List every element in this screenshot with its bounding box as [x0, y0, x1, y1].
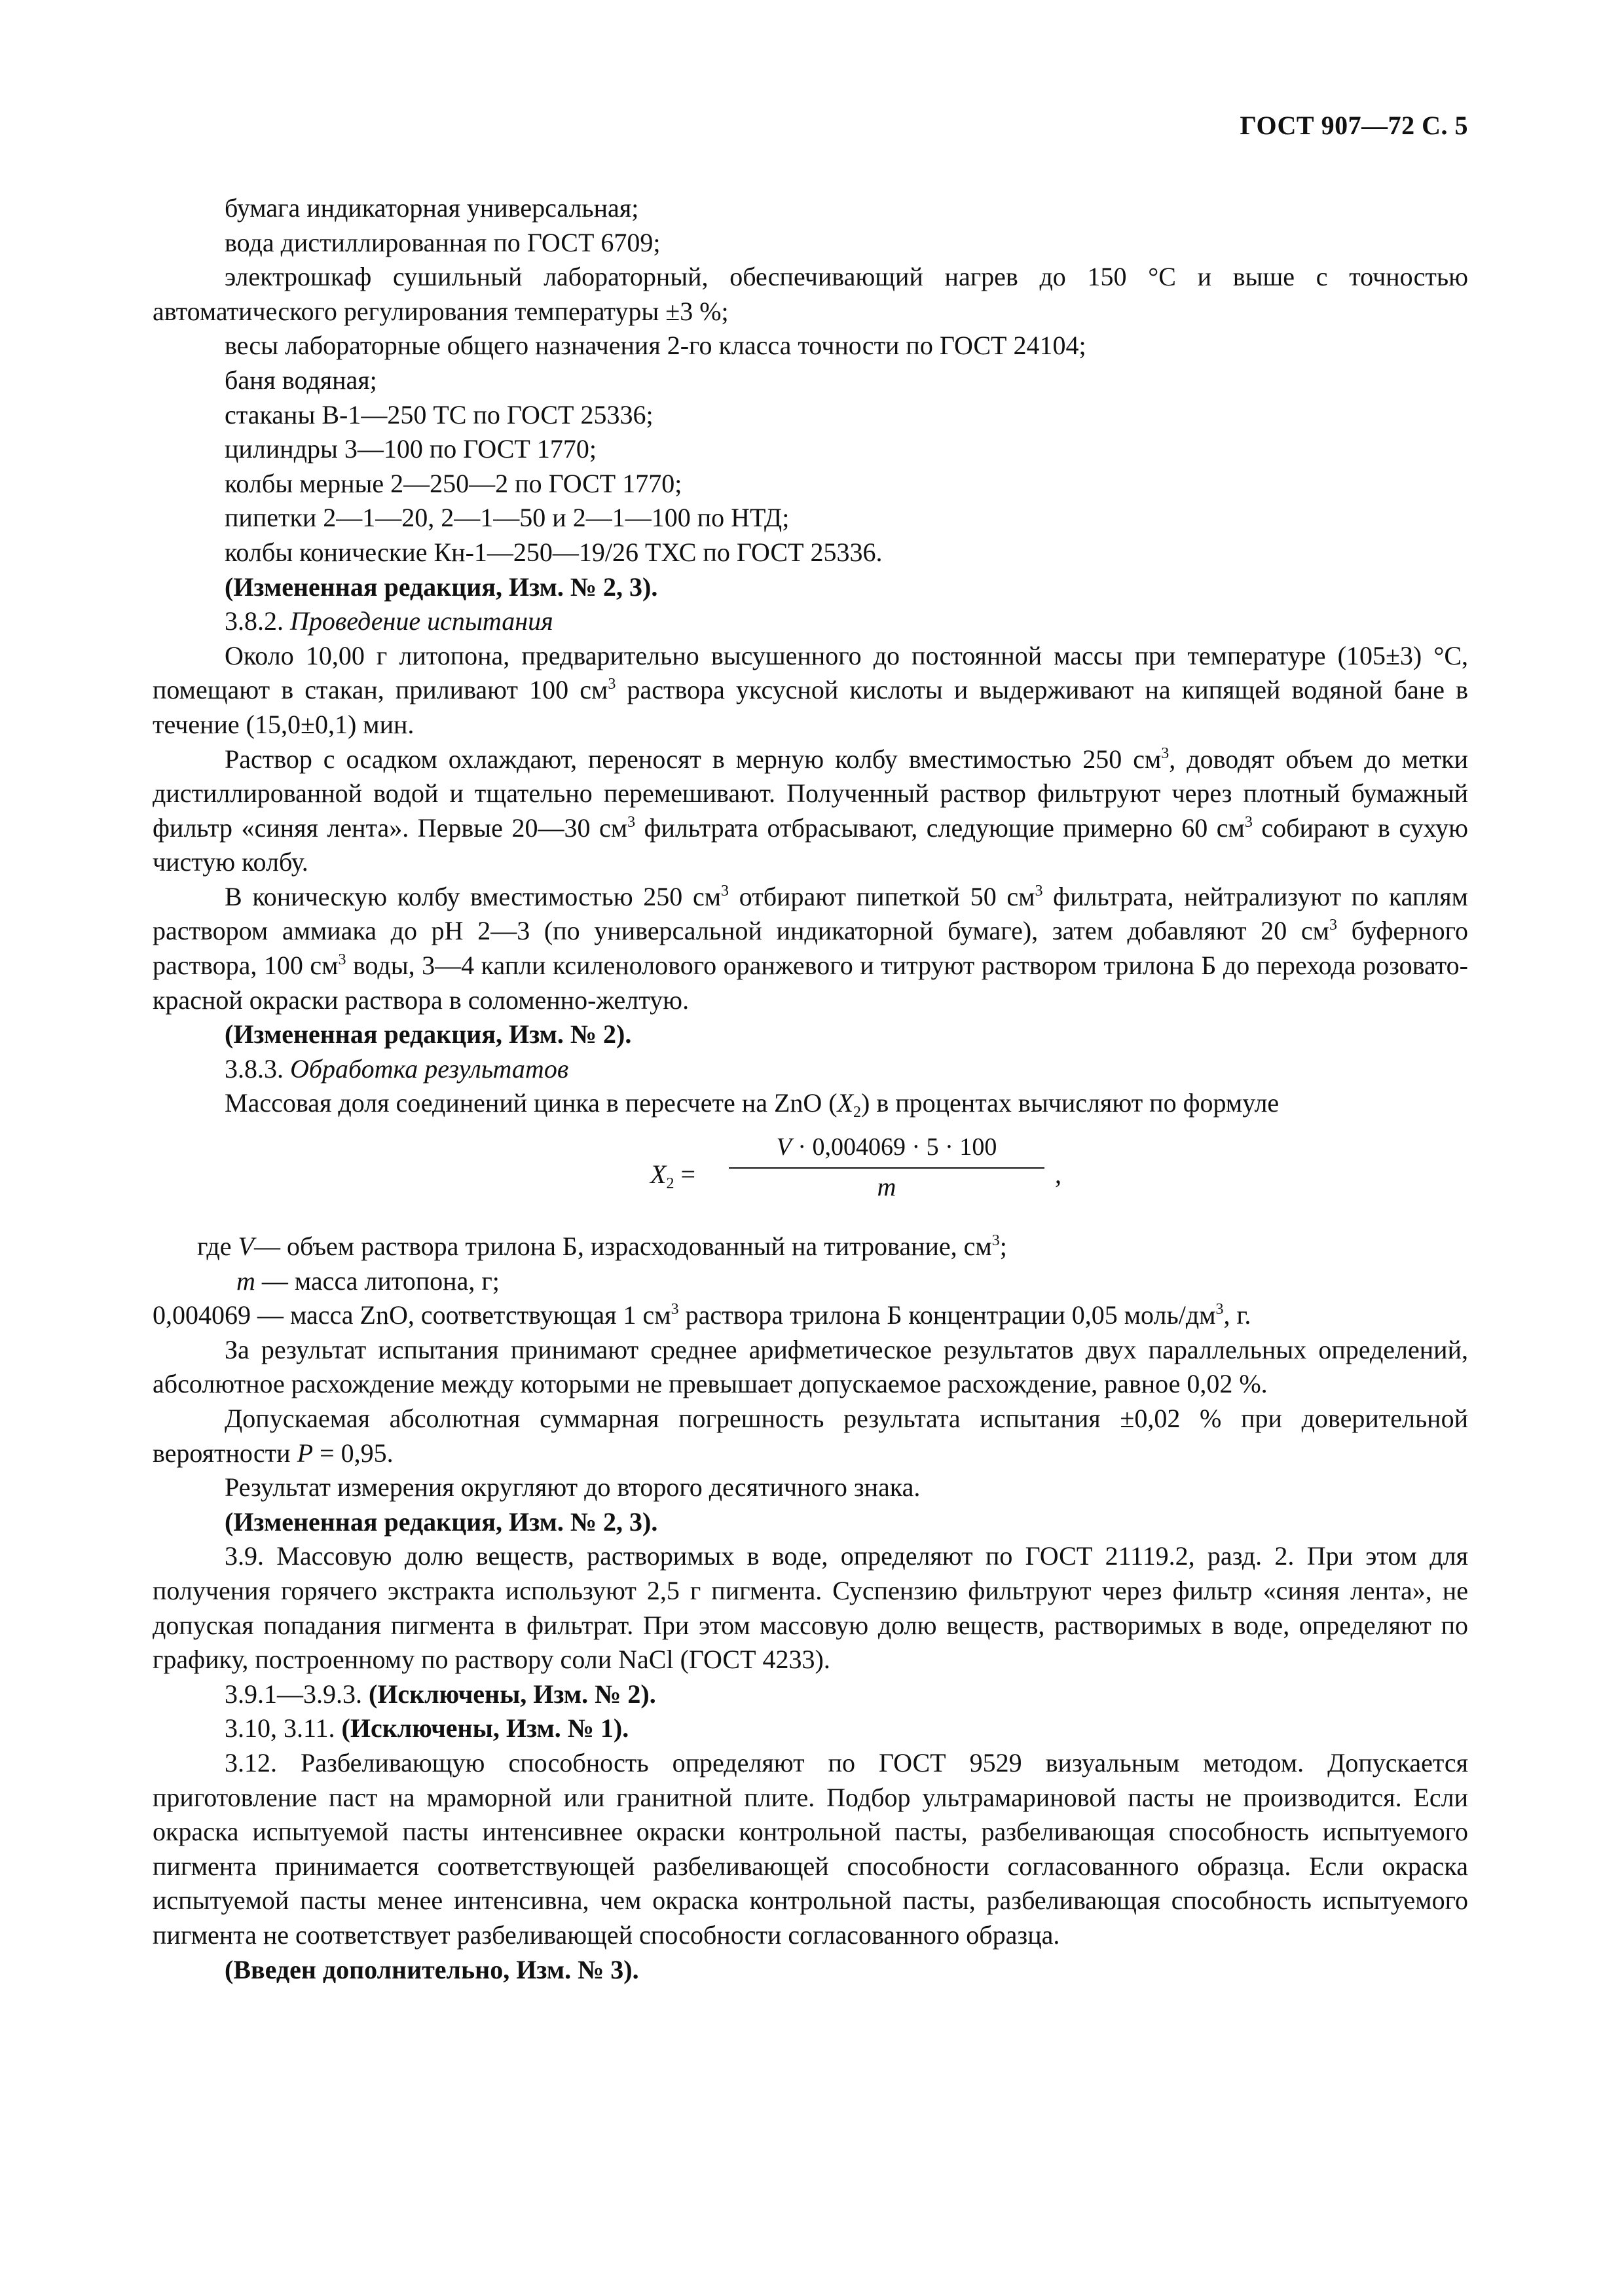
text-span: буферного раствора, 100 см — [153, 916, 1468, 981]
superscript: 3 — [1161, 744, 1170, 762]
section-number: 3.10, 3.11. — [225, 1713, 342, 1743]
text-span: собирают в сухую чистую колбу. — [153, 812, 1469, 877]
text-span: · 0,004069 · 5 · 100 — [791, 1133, 997, 1161]
subscript: 2 — [666, 1175, 674, 1193]
list-item: бумага индикаторная универсальная; — [225, 193, 639, 223]
section-heading-3-8-3 — [153, 1052, 1468, 1087]
formula-comma: , — [1055, 1159, 1061, 1190]
formula-lhs — [650, 1157, 695, 1192]
amendment-note: (Исключены, Изм. № 1). — [341, 1713, 629, 1743]
equals-sign: = — [674, 1159, 695, 1190]
text-span: — масса литопона, г; — [255, 1266, 500, 1296]
list-item: колбы мерные 2—250—2 по ГОСТ 1770; — [225, 468, 682, 498]
formula — [153, 1130, 1468, 1216]
variable: P — [297, 1438, 314, 1468]
paragraph: 3.12. Разбеливающую способность определяют по ГОСТ 9529 визуальным методом. Допускается приготовление паст на мраморной или гранитной плите. Подбор ультрамариновой пасты не производится. Если окраска испытуемой пасты интенсивнее окраски контрольной пасты, разбеливающая способность испытуемого пигмента принимается соответствующей разбеливающей способности согласованного образца. Если окраска испытуемой пасты менее интенсивна, чем окраска контрольной пасты, разбеливающая способность испытуемого пигмента не соответствует разбеливающей способности согласованного образца. — [153, 1747, 1468, 1950]
superscript: 3 — [608, 676, 616, 693]
superscript: 3 — [1215, 1301, 1224, 1319]
where-clause — [153, 1298, 1468, 1333]
amendment-note: (Измененная редакция, Изм. № 2, 3). — [225, 1506, 658, 1537]
paragraph — [153, 1402, 1468, 1470]
variable: X — [650, 1159, 667, 1190]
list-item: электрошкаф сушильный лабораторный, обеспечивающий нагрев до 150 °С и выше с точностью автоматического регулирования температуры ±3 %; — [153, 262, 1468, 326]
formula-numerator — [729, 1130, 1044, 1169]
section-title: Проведение испытания — [290, 606, 553, 636]
text-span: фильтрата отбрасывают, следующие примерно 60 см — [635, 812, 1245, 843]
text-span: 0,004069 — масса ZnO, соответствующая 1 см — [153, 1300, 671, 1330]
paragraph — [153, 742, 1468, 880]
variable: m — [236, 1266, 255, 1296]
text-span: раствора уксусной кислоты и выдерживают на кипящей водяной бане в течение (15,0±0,1) мин. — [153, 675, 1468, 739]
section-number: 3.8.3. — [225, 1053, 284, 1084]
paragraph: 3.9. Массовую долю веществ, растворимых в воде, определяют по ГОСТ 21119.2, разд. 2. При этом для получения горячего экстракта используют 2,5 г пигмента. Суспензию фильтруют через фильтр «синяя лента», не допуская попадания пигмента в фильтрат. При этом массовую долю веществ, растворимых в воде, определяют по графику, построенному по раствору соли NaCl (ГОСТ 4233). — [153, 1541, 1468, 1675]
text-span: отбирают пипеткой 50 см — [729, 881, 1035, 911]
text-span: раствора трилона Б концентрации 0,05 моль/дм — [678, 1300, 1216, 1330]
variable: V — [238, 1231, 254, 1262]
superscript: 3 — [721, 882, 729, 900]
superscript: 3 — [991, 1232, 1000, 1250]
text-span: , г. — [1223, 1300, 1251, 1330]
paragraph — [153, 1711, 1468, 1746]
list-item: пипетки 2—1—20, 2—1—50 и 2—1—100 по НТД; — [225, 503, 790, 533]
superscript: 3 — [1244, 813, 1253, 831]
document-body — [153, 191, 1468, 1987]
amendment-note: (Измененная редакция, Изм. № 2, 3). — [225, 572, 658, 602]
superscript: 3 — [671, 1301, 679, 1319]
amendment-note: (Исключены, Изм. № 2). — [369, 1679, 656, 1709]
text-span: воды, 3—4 капли ксиленолового оранжевого и титруют раствором трилона Б до перехода розовато-красной окраски раствора в соломенно-желтую. — [153, 951, 1469, 1015]
list-item: весы лабораторные общего назначения 2-го класса точности по ГОСТ 24104; — [225, 331, 1086, 361]
variable: X — [837, 1088, 854, 1118]
formula-fraction — [729, 1130, 1044, 1204]
superscript: 3 — [1035, 882, 1043, 900]
superscript: 3 — [338, 951, 346, 969]
variable: V — [776, 1133, 792, 1161]
paragraph — [153, 639, 1468, 742]
list-item: цилиндры 3—100 по ГОСТ 1770; — [225, 434, 597, 464]
text-span: , доводят объем до метки дистиллированной водой и тщательно перемешивают. Полученный раствор фильтруют через плотный бумажный фильтр «синяя лента». Первые 20—30 см — [153, 744, 1469, 843]
superscript: 3 — [1329, 917, 1337, 934]
list-item: колбы конические Кн-1—250—19/26 ТХС по ГОСТ 25336. — [225, 537, 883, 567]
list-item: стаканы В-1—250 ТС по ГОСТ 25336; — [225, 399, 654, 429]
text-span: В коническую колбу вместимостью 250 см — [225, 881, 722, 911]
paragraph: Результат измерения округляют до второго десятичного знака. — [225, 1472, 921, 1503]
paragraph — [153, 1677, 1468, 1712]
section-number: 3.9.1—3.9.3. — [225, 1679, 369, 1709]
text-span: Около 10,00 г литопона, предварительно высушенного до постоянной массы при температуре (105±3) °С, помещают в стакан, приливают 100 см — [153, 640, 1468, 705]
text-span: Раствор с осадком охлаждают, переносят в мерную колбу вместимостью 250 см — [225, 744, 1162, 774]
amendment-note: (Измененная редакция, Изм. № 2). — [225, 1019, 632, 1049]
amendment-note: (Введен дополнительно, Изм. № 3). — [225, 1954, 639, 1984]
paragraph — [153, 880, 1468, 1017]
superscript: 3 — [627, 813, 636, 831]
page-header: ГОСТ 907—72 С. 5 — [1240, 111, 1468, 140]
text-span: Допускаемая абсолютная суммарная погрешность результата испытания ±0,02 % при доверительной вероятности — [153, 1404, 1468, 1468]
text-span: — объем раствора трилона Б, израсходованный на титрование, см — [253, 1231, 992, 1262]
text-span: = 0,95. — [313, 1438, 394, 1468]
section-number: 3.8.2. — [225, 606, 284, 636]
list-item: баня водяная; — [225, 365, 377, 395]
where-clause — [153, 1264, 1468, 1299]
paragraph: За результат испытания принимают среднее арифметическое результатов двух параллельных определений, абсолютное расхождение между которыми не превышает допускаемое расхождение, равное 0,02 %. — [153, 1334, 1468, 1399]
paragraph — [153, 1086, 1468, 1121]
where-clause — [153, 1230, 1468, 1264]
text-span: ) в процентах вычисляют по формуле — [861, 1088, 1280, 1118]
text-span: где — [197, 1231, 238, 1262]
section-title: Обработка результатов — [290, 1053, 569, 1084]
formula-denominator: m — [877, 1171, 896, 1201]
text-span: фильтрата, нейтрализуют по каплям раствором аммиака до pH 2—3 (по универсальной индикаторной бумаге), затем добавляют 20 см — [153, 881, 1468, 946]
text-span: ; — [999, 1231, 1007, 1262]
section-heading-3-8-2 — [153, 604, 1468, 639]
list-item: вода дистиллированная по ГОСТ 6709; — [225, 227, 661, 257]
subscript: 2 — [853, 1104, 862, 1121]
text-span: Массовая доля соединений цинка в пересчете на ZnO ( — [225, 1088, 838, 1118]
